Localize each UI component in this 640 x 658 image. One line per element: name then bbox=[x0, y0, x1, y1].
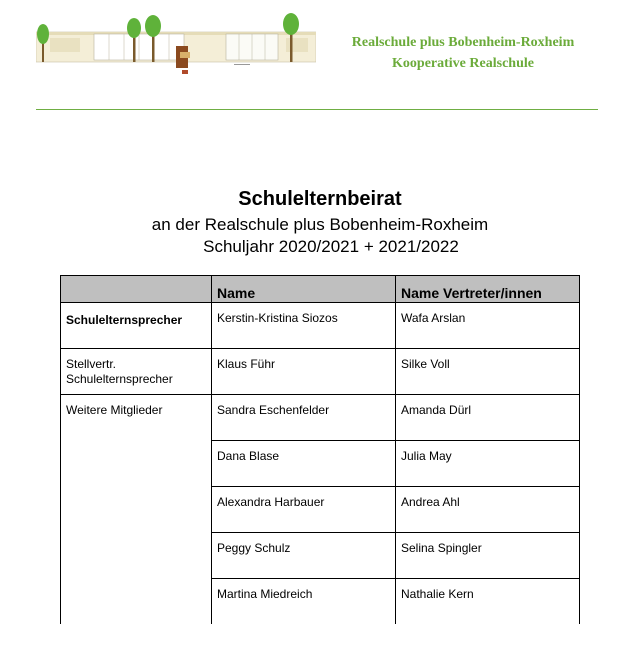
deputy-cell: Amanda Dürl bbox=[396, 395, 580, 441]
board-members-table bbox=[60, 275, 580, 624]
name-cell: Alexandra Harbauer bbox=[212, 487, 396, 533]
deputy-cell: Wafa Arslan bbox=[396, 303, 580, 349]
deputy-cell: Selina Spingler bbox=[396, 533, 580, 579]
table-row bbox=[61, 395, 580, 441]
table-header-row bbox=[61, 276, 580, 303]
table-row bbox=[61, 349, 580, 395]
school-type: Kooperative Realschule bbox=[392, 56, 534, 71]
name-cell: Peggy Schulz bbox=[212, 533, 396, 579]
role-cell: Stellvertr. Schulelternsprecher bbox=[61, 349, 212, 395]
column-header-name: Name bbox=[212, 276, 396, 303]
deputy-cell: Nathalie Kern bbox=[396, 579, 580, 624]
document-title: Schulelternbeirat bbox=[238, 188, 402, 210]
role-cell: Schulelternsprecher bbox=[61, 303, 212, 349]
name-cell: Dana Blase bbox=[212, 441, 396, 487]
column-header-role bbox=[61, 276, 212, 303]
header-divider bbox=[36, 109, 598, 110]
school-year: Schuljahr 2020/2021 + 2021/2022 bbox=[203, 237, 459, 256]
deputy-cell: Julia May bbox=[396, 441, 580, 487]
deputy-cell: Silke Voll bbox=[396, 349, 580, 395]
name-cell: Sandra Eschenfelder bbox=[212, 395, 396, 441]
document-subtitle: an der Realschule plus Bobenheim-Roxheim bbox=[151, 215, 489, 234]
deputy-cell: Andrea Ahl bbox=[396, 487, 580, 533]
name-cell: Kerstin-Kristina Siozos bbox=[212, 303, 396, 349]
school-header-text bbox=[332, 32, 594, 74]
name-cell: Martina Miedreich bbox=[212, 579, 396, 624]
table-row bbox=[61, 303, 580, 349]
name-cell: Klaus Führ bbox=[212, 349, 396, 395]
role-cell: Weitere Mitglieder bbox=[61, 395, 212, 624]
school-logo bbox=[36, 12, 316, 82]
column-header-deputy: Name Vertreter/innen bbox=[396, 276, 580, 303]
school-name: Realschule plus Bobenheim-Roxheim bbox=[351, 35, 575, 50]
